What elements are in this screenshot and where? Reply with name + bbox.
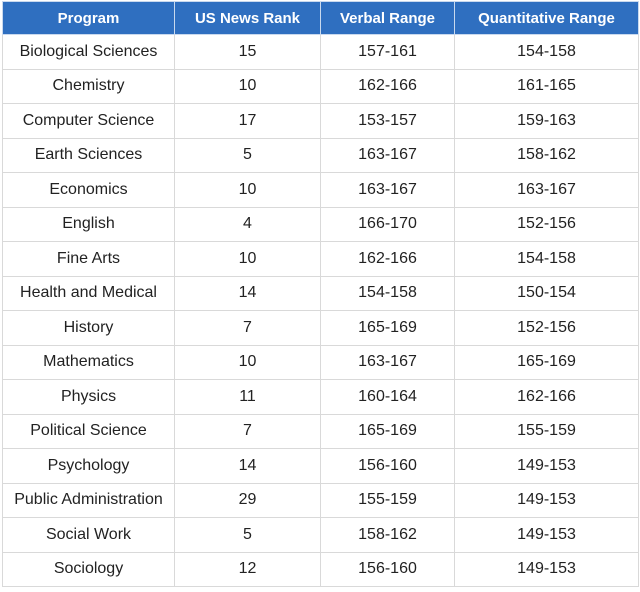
verbal-range-cell: 163-167 (321, 345, 455, 380)
verbal-range-cell: 158-162 (321, 518, 455, 553)
verbal-range-cell: 165-169 (321, 414, 455, 449)
program-cell: Computer Science (3, 104, 175, 139)
program-cell: Biological Sciences (3, 35, 175, 70)
rank-cell: 10 (175, 173, 321, 208)
rank-cell: 15 (175, 35, 321, 70)
column-header-rank: US News Rank (175, 2, 321, 35)
program-cell: Public Administration (3, 483, 175, 518)
program-cell: English (3, 207, 175, 242)
table-row (3, 35, 639, 70)
table-row (3, 552, 639, 587)
rank-cell: 7 (175, 311, 321, 346)
table-row (3, 518, 639, 553)
rank-cell: 5 (175, 138, 321, 173)
verbal-range-cell: 160-164 (321, 380, 455, 415)
table-row (3, 276, 639, 311)
verbal-range-cell: 153-157 (321, 104, 455, 139)
program-cell: Physics (3, 380, 175, 415)
program-cell: Political Science (3, 414, 175, 449)
gre-program-table (2, 1, 639, 587)
quant-range-cell: 161-165 (455, 69, 639, 104)
quant-range-cell: 162-166 (455, 380, 639, 415)
quant-range-cell: 159-163 (455, 104, 639, 139)
rank-cell: 14 (175, 449, 321, 484)
table-row (3, 449, 639, 484)
quant-range-cell: 149-153 (455, 518, 639, 553)
quant-range-cell: 154-158 (455, 242, 639, 277)
program-cell: Fine Arts (3, 242, 175, 277)
table-row (3, 380, 639, 415)
quant-range-cell: 149-153 (455, 483, 639, 518)
table-row (3, 173, 639, 208)
table-row (3, 311, 639, 346)
verbal-range-cell: 162-166 (321, 69, 455, 104)
program-cell: Mathematics (3, 345, 175, 380)
quant-range-cell: 152-156 (455, 207, 639, 242)
header-row (3, 2, 639, 35)
quant-range-cell: 158-162 (455, 138, 639, 173)
rank-cell: 14 (175, 276, 321, 311)
rank-cell: 7 (175, 414, 321, 449)
quant-range-cell: 150-154 (455, 276, 639, 311)
quant-range-cell: 163-167 (455, 173, 639, 208)
verbal-range-cell: 163-167 (321, 138, 455, 173)
rank-cell: 5 (175, 518, 321, 553)
table-row (3, 104, 639, 139)
column-header-verbal: Verbal Range (321, 2, 455, 35)
rank-cell: 11 (175, 380, 321, 415)
quant-range-cell: 149-153 (455, 449, 639, 484)
verbal-range-cell: 163-167 (321, 173, 455, 208)
table-row (3, 414, 639, 449)
table-row (3, 242, 639, 277)
verbal-range-cell: 157-161 (321, 35, 455, 70)
quant-range-cell: 149-153 (455, 552, 639, 587)
program-cell: History (3, 311, 175, 346)
table-row (3, 138, 639, 173)
rank-cell: 4 (175, 207, 321, 242)
program-cell: Economics (3, 173, 175, 208)
rank-cell: 10 (175, 345, 321, 380)
table-row (3, 483, 639, 518)
program-cell: Health and Medical (3, 276, 175, 311)
rank-cell: 17 (175, 104, 321, 139)
verbal-range-cell: 156-160 (321, 552, 455, 587)
quant-range-cell: 152-156 (455, 311, 639, 346)
program-cell: Chemistry (3, 69, 175, 104)
verbal-range-cell: 154-158 (321, 276, 455, 311)
rank-cell: 29 (175, 483, 321, 518)
column-header-quant: Quantitative Range (455, 2, 639, 35)
verbal-range-cell: 155-159 (321, 483, 455, 518)
verbal-range-cell: 166-170 (321, 207, 455, 242)
table-row (3, 345, 639, 380)
verbal-range-cell: 162-166 (321, 242, 455, 277)
program-cell: Social Work (3, 518, 175, 553)
program-cell: Sociology (3, 552, 175, 587)
quant-range-cell: 154-158 (455, 35, 639, 70)
rank-cell: 10 (175, 69, 321, 104)
table-row (3, 69, 639, 104)
quant-range-cell: 165-169 (455, 345, 639, 380)
verbal-range-cell: 156-160 (321, 449, 455, 484)
rank-cell: 12 (175, 552, 321, 587)
verbal-range-cell: 165-169 (321, 311, 455, 346)
quant-range-cell: 155-159 (455, 414, 639, 449)
program-cell: Earth Sciences (3, 138, 175, 173)
rank-cell: 10 (175, 242, 321, 277)
table-body (3, 35, 639, 587)
column-header-program: Program (3, 2, 175, 35)
program-cell: Psychology (3, 449, 175, 484)
table-row (3, 207, 639, 242)
